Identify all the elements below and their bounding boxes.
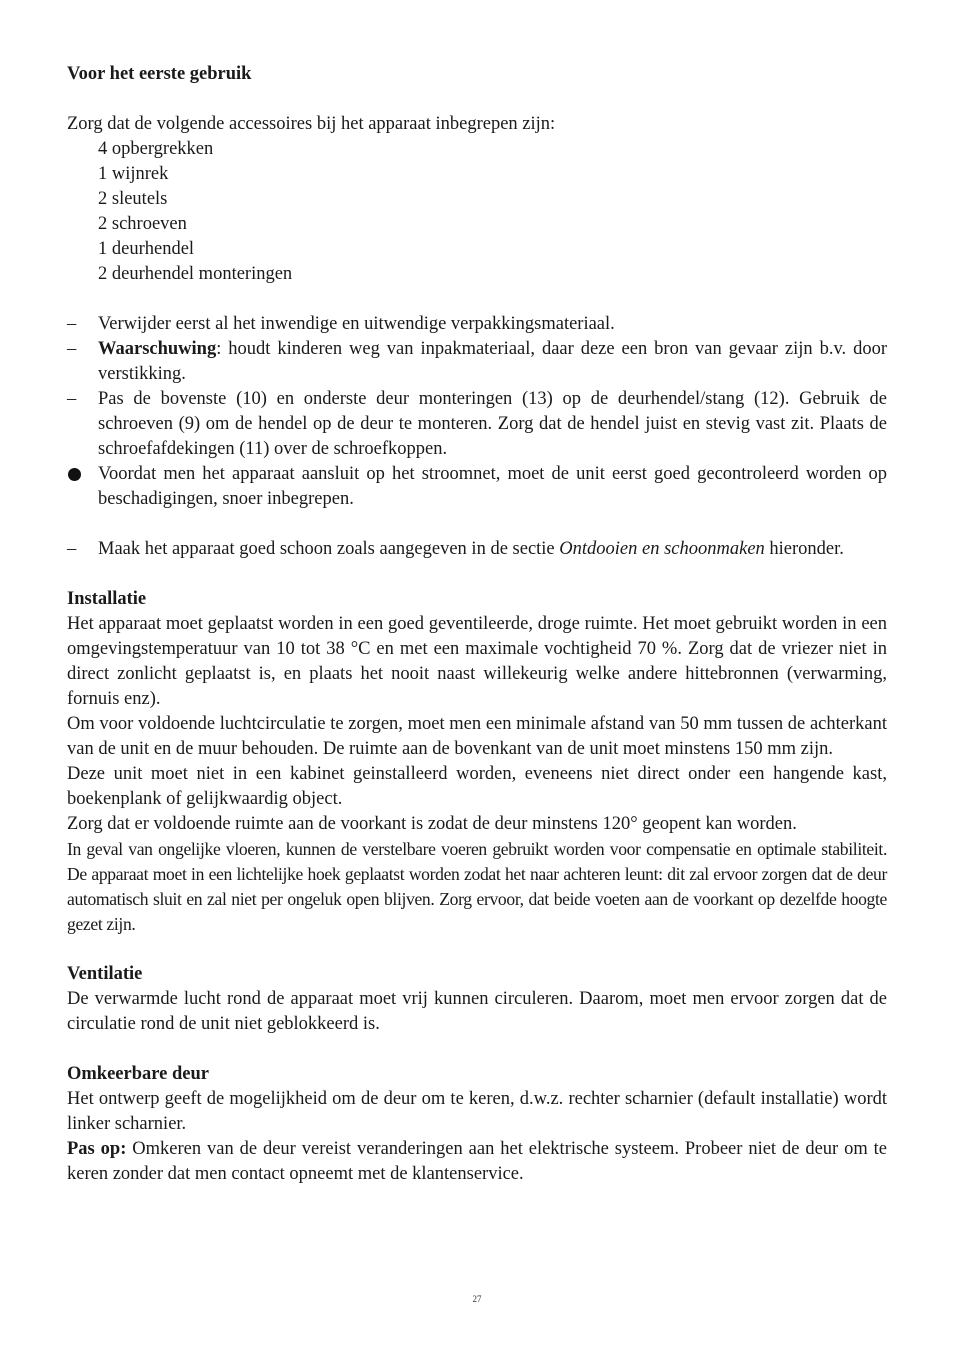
accessories-intro: Zorg dat de volgende accessoires bij het apparaat inbegrepen zijn:	[67, 114, 556, 134]
instruction-text: : houdt kinderen weg van inpakmateriaal, daar deze een bron van gevaar zijn b.v. door verstikking.	[98, 339, 887, 384]
instruction-text-end: hieronder.	[764, 539, 844, 559]
ventilation-heading: Ventilatie	[67, 964, 143, 984]
instruction-text: Verwijder eerst al het inwendige en uitwendige verpakkingsmateriaal.	[98, 314, 615, 334]
list-item: 2 schroeven	[98, 214, 187, 234]
document-page	[67, 62, 887, 1187]
spacer	[67, 287, 887, 312]
instruction-item	[67, 312, 887, 337]
dash-marker: –	[67, 314, 77, 334]
bullet-dot-icon	[68, 468, 81, 481]
caution-label: Pas op:	[67, 1139, 127, 1159]
spacer	[67, 562, 887, 587]
instruction-item	[67, 537, 887, 562]
warning-label: Waarschuwing	[98, 339, 217, 359]
spacer	[67, 87, 887, 112]
dash-marker: –	[67, 539, 77, 559]
page-number: 27	[472, 1294, 482, 1304]
dash-marker: –	[67, 389, 77, 409]
list-item: 4 opbergrekken	[98, 139, 214, 159]
installation-paragraph: Om voor voldoende luchtcirculatie te zorgen, moet men een minimale afstand van 50 mm tussen de achterkant van de unit en de muur behouden. De ruimte aan de bovenkant van de unit moet minstens 150 mm zijn.	[67, 714, 887, 759]
section-reference: Ontdooien en schoonmaken	[559, 539, 765, 559]
instruction-text: Pas de bovenste (10) en onderste deur monteringen (13) op de deurhendel/stang (12). Gebruik de schroeven (9) om de hendel op de deur te monteren. Zorg dat de hendel juist en stevig vast zit. Plaats de schroefafdekingen (11) over de schroefkoppen.	[98, 389, 887, 459]
installation-paragraph: Deze unit moet niet in een kabinet geinstalleerd worden, eveneens niet direct onder een hangende kast, boekenplank of gelijkwaardig object.	[67, 764, 887, 809]
list-item: 1 deurhendel	[98, 239, 195, 259]
instruction-text: Maak het apparaat goed schoon zoals aangegeven in de sectie	[98, 539, 560, 559]
spacer	[67, 937, 887, 962]
first-use-heading: Voor het eerste gebruik	[67, 64, 252, 84]
ventilation-paragraph: De verwarmde lucht rond de apparaat moet vrij kunnen circuleren. Daarom, moet men ervoor zorgen dat de circulatie rond de unit niet geblokkeerd is.	[67, 989, 887, 1034]
spacer	[67, 1037, 887, 1062]
list-item: 1 wijnrek	[98, 164, 169, 184]
caution-text: Omkeren van de deur vereist veranderingen aan het elektrische systeem. Probeer niet de deur om te keren zonder dat men contact opneemt met de klantenservice.	[67, 1139, 888, 1184]
instruction-item	[67, 462, 887, 512]
dash-marker: –	[67, 339, 77, 359]
list-item: 2 deurhendel monteringen	[98, 264, 293, 284]
reversible-door-heading: Omkeerbare deur	[67, 1064, 209, 1084]
installation-paragraph: Zorg dat er voldoende ruimte aan de voorkant is zodat de deur minstens 120° geopent kan worden.	[67, 814, 797, 834]
instruction-text: Voordat men het apparaat aansluit op het stroomnet, moet de unit eerst goed gecontroleerd worden op beschadigingen, snoer inbegrepen.	[98, 464, 887, 509]
accessory-list	[67, 137, 887, 287]
instruction-item	[67, 387, 887, 462]
instruction-item	[67, 337, 887, 387]
spacer	[67, 512, 887, 537]
installation-paragraph: In geval van ongelijke vloeren, kunnen de verstelbare voeren gebruikt worden voor compensatie en optimale stabiliteit. De apparaat moet in een lichtelijke hoek geplaatst worden zodat het naar achteren leunt: dit zal ervoor zorgen dat de deur automatisch sluit en zal niet per ongeluk open blijven. Zorg ervoor, dat beide voeten aan de voorkant op dezelfde hoogte gezet zijn.	[67, 839, 887, 934]
list-item: 2 sleutels	[98, 189, 168, 209]
caution-paragraph	[67, 1137, 887, 1187]
installation-paragraph: Het apparaat moet geplaatst worden in een goed geventileerde, droge ruimte. Het moet gebruikt worden in een omgevingstemperatuur van 10 tot 38 °C en met een maximale vochtigheid 70 %. Zorg dat de vriezer niet in direct zonlicht geplaatst is, en plaats het nooit naast willekeurig welke andere hittebronnen (verwarming, fornuis enz).	[67, 614, 887, 709]
reversible-door-paragraph: Het ontwerp geeft de mogelijkheid om de deur om te keren, d.w.z. rechter scharnier (default installatie) wordt linker scharnier.	[67, 1089, 887, 1134]
installation-heading: Installatie	[67, 589, 147, 609]
